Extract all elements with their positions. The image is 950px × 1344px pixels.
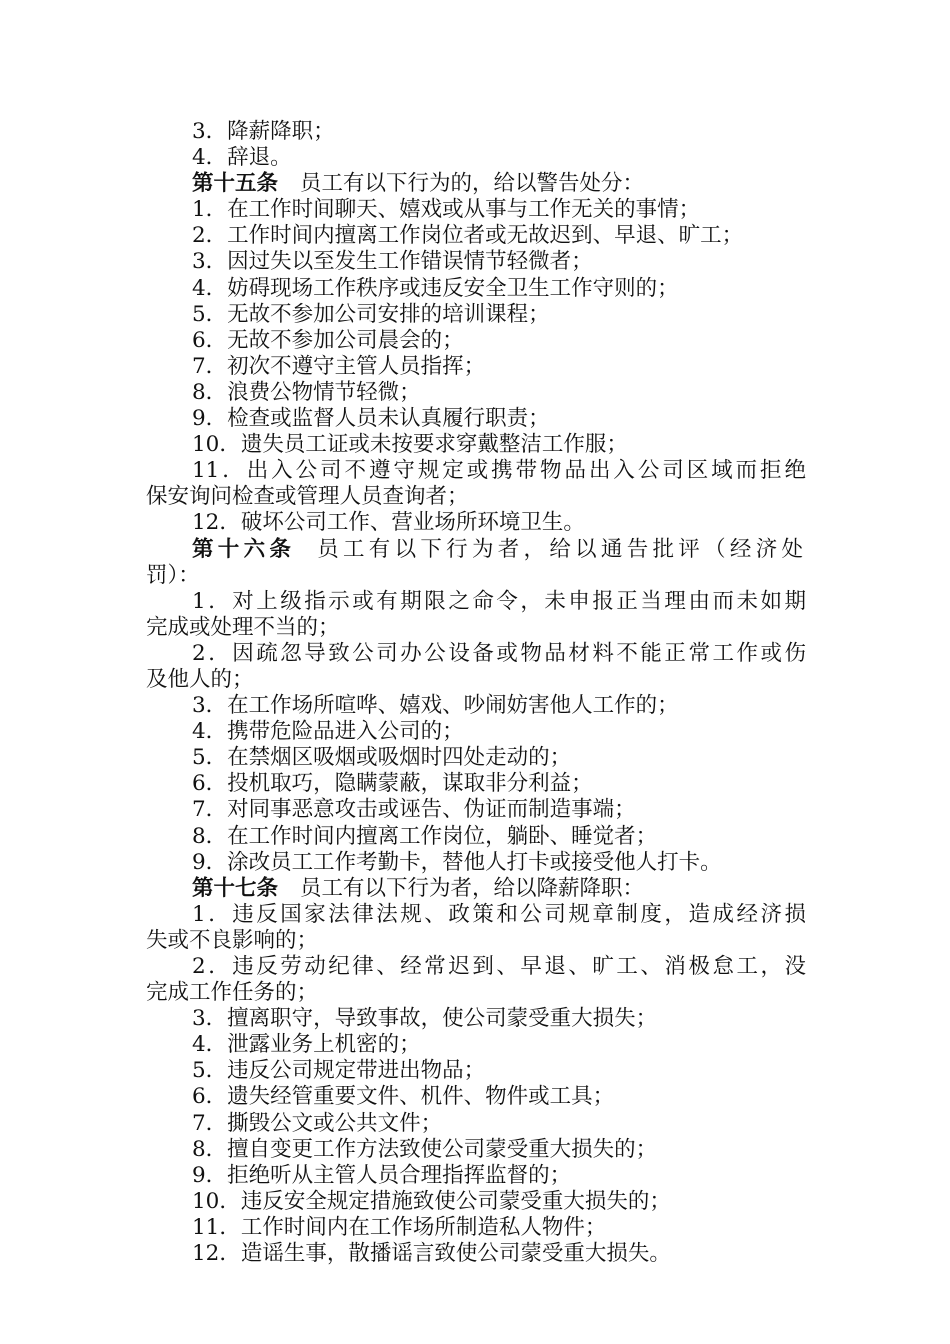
list-item: 9．拒绝听从主管人员合理指挥监督的； (192, 1162, 572, 1188)
article-text: 员工有以下行为者，给以通告批评（经济处 (317, 536, 806, 562)
article-text: 员工有以下行为的，给以警告处分： (300, 171, 645, 197)
list-item-continuation: 及他人的； (146, 666, 254, 692)
list-item: 3．降薪降职； (192, 119, 335, 144)
list-item: 1．对上级指示或有期限之命令，未申报正当理由而未如期 (192, 588, 806, 614)
article-15 (146, 171, 806, 197)
list-item: 11．出入公司不遵守规定或携带物品出入公司区域而拒绝 (192, 458, 806, 484)
list-item: 6．投机取巧，隐瞒蒙蔽，谋取非分利益； (192, 771, 593, 797)
list-item: 4．妨碍现场工作秩序或违反安全卫生工作守则的； (192, 275, 679, 301)
list-item: 4．泄露业务上机密的； (192, 1032, 421, 1058)
list-item: 1．在工作时间聊天、嬉戏或从事与工作无关的事情； (192, 197, 701, 223)
list-item: 10．违反安全规定措施致使公司蒙受重大损失的； (192, 1188, 671, 1214)
list-item: 2．工作时间内擅离工作岗位者或无故迟到、早退、旷工； (192, 223, 744, 249)
list-item-continuation: 完成工作任务的； (146, 980, 319, 1006)
list-item: 12．破坏公司工作、营业场所环境卫生。 (192, 510, 585, 536)
list-item: 9．涂改员工工作考勤卡，替他人打卡或接受他人打卡。 (192, 849, 722, 875)
article-text: 员工有以下行为者，给以降薪降职： (300, 875, 645, 901)
article-heading: 第十六条 (192, 536, 296, 562)
list-item: 10．遗失员工证或未按要求穿戴整洁工作服； (192, 432, 628, 458)
list-item-continuation: 失或不良影响的； (146, 927, 319, 953)
list-item: 8．在工作时间内擅离工作岗位，躺卧、睡觉者； (192, 823, 658, 849)
list-item: 5．无故不参加公司安排的培训课程； (192, 301, 550, 327)
article-17 (146, 876, 806, 902)
list-item: 8．擅自变更工作方法致使公司蒙受重大损失的； (192, 1136, 658, 1162)
list-item: 5．在禁烟区吸烟或吸烟时四处走动的； (192, 745, 572, 771)
list-item: 8．浪费公物情节轻微； (192, 379, 421, 405)
list-item: 3．擅离职守，导致事故，使公司蒙受重大损失； (192, 1006, 658, 1032)
list-item: 5．违反公司规定带进出物品； (192, 1058, 486, 1084)
article-heading: 第十五条 (192, 171, 279, 197)
list-item: 2．违反劳动纪律、经常迟到、早退、旷工、消极怠工，没 (192, 954, 806, 979)
list-item: 12．造谣生事，散播谣言致使公司蒙受重大损失。 (192, 1241, 671, 1267)
list-item: 11．工作时间内在工作场所制造私人物件； (192, 1214, 607, 1240)
article-heading: 第十七条 (192, 875, 279, 901)
list-item: 4．携带危险品进入公司的； (192, 719, 464, 745)
article-16 (146, 537, 806, 563)
list-item: 9．检查或监督人员未认真履行职责； (192, 406, 550, 432)
list-item: 6．遗失经管重要文件、机件、物件或工具； (192, 1084, 615, 1110)
list-item-continuation: 保安询问检查或管理人员查询者； (146, 484, 469, 510)
list-item-continuation: 完成或处理不当的； (146, 614, 340, 640)
list-item: 3．在工作场所喧哗、嬉戏、吵闹妨害他人工作的； (192, 693, 679, 719)
list-item: 6．无故不参加公司晨会的； (192, 327, 464, 353)
list-item: 7．对同事恶意攻击或诬告、伪证而制造事端； (192, 797, 636, 823)
list-item: 3．因过失以至发生工作错误情节轻微者； (192, 249, 593, 275)
document-page (146, 119, 806, 1267)
list-item: 1．违反国家法律法规、政策和公司规章制度，造成经济损 (192, 901, 806, 927)
list-item: 7．初次不遵守主管人员指挥； (192, 353, 486, 379)
list-item: 2．因疏忽导致公司办公设备或物品材料不能正常工作或伤 (192, 640, 806, 666)
list-item: 4．辞退。 (192, 145, 292, 171)
list-item: 7．撕毁公文或公共文件； (192, 1110, 443, 1136)
article-text-continuation: 罚）： (146, 562, 200, 588)
